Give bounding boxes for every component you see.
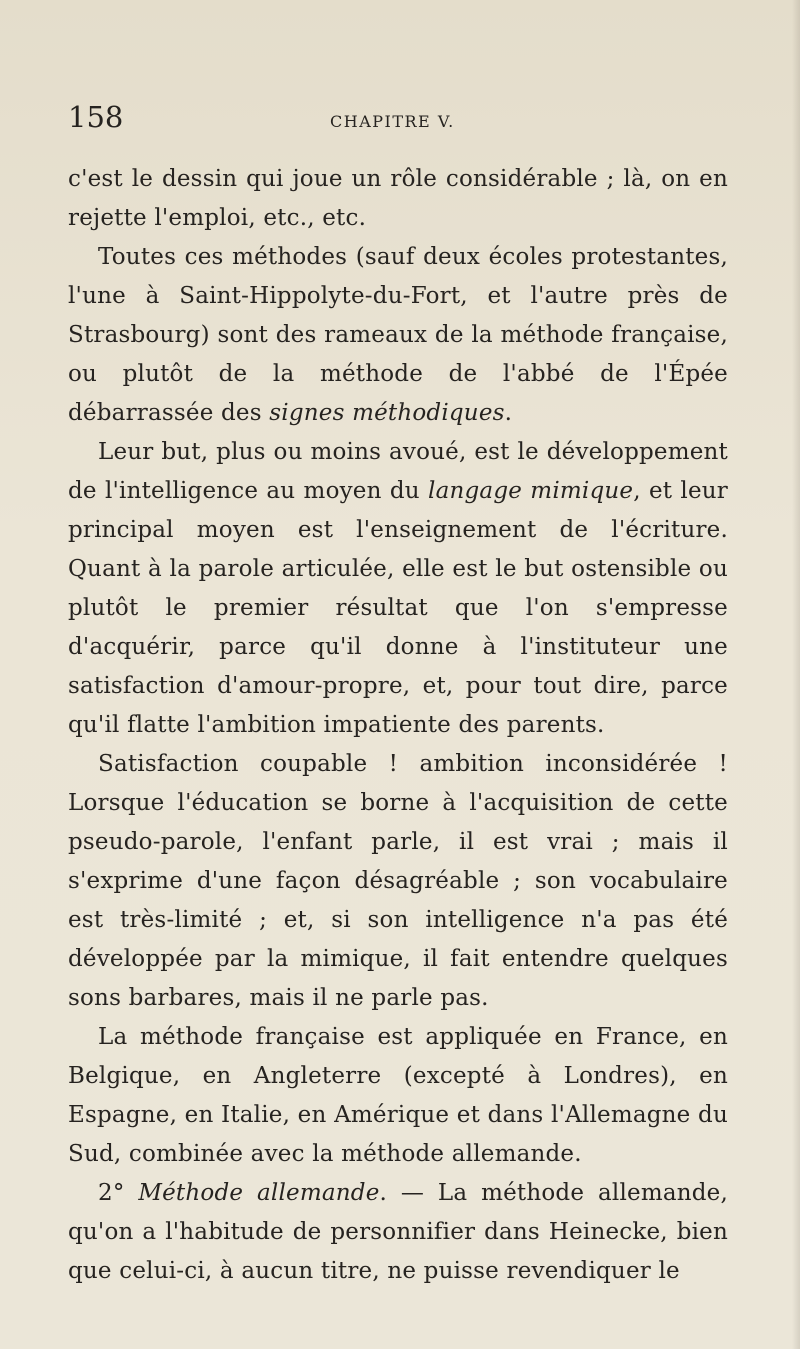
text-segment: Satisfaction coupable ! ambition inconsidérée ! Lorsque l'éducation se borne à l'acquisition de cette pseudo-parole, l'enfant parle, il est vrai ; mais il s'exprime d'une façon désagréable ; son vocabulaire est très-limité ; et, si son intelligence n'a pas été développée par la mimique, il fait entendre quelques sons barbares, mais il ne parle pas. (68, 751, 728, 1011)
page-header (68, 100, 728, 140)
paragraph-3 (68, 433, 728, 745)
text-segment: . — La méthode allemande, qu'on a l'habitude de personnifier dans Heinecke, bien que celui-ci, à aucun titre, ne puisse revendiquer le (68, 1180, 729, 1284)
paragraph-4 (68, 745, 728, 1018)
text-segment: c'est le dessin qui joue un rôle considérable ; là, on en rejette l'emploi, etc., etc. (68, 166, 728, 231)
text-segment: La méthode française est appliquée en France, en Belgique, en Angleterre (excepté à Londres), en Espagne, en Italie, en Amérique et dans l'Allemagne du Sud, combinée avec la méthode allemande. (68, 1024, 728, 1167)
body-text (68, 160, 728, 1291)
running-head: CHAPITRE V. (330, 112, 455, 131)
paragraph-2 (68, 238, 728, 433)
text-segment: Leur but, plus ou moins avoué, est le développement de l'intelligence au moyen du (68, 439, 728, 504)
italic-term: signes méthodiques (269, 400, 505, 426)
paragraph-6 (68, 1174, 728, 1291)
paragraph-1 (68, 160, 728, 238)
paragraph-5 (68, 1018, 728, 1174)
italic-term: langage mimique (428, 478, 634, 504)
section-number: 2° (98, 1180, 139, 1206)
section-title: Méthode allemande (138, 1180, 380, 1206)
text-segment: , et leur principal moyen est l'enseignement de l'écriture. Quant à la parole articulée, elle est le but ostensible ou plutôt le premier résultat que l'on s'empresse d'acquérir, parce qu'il donne à l'instituteur une satisfaction d'amour-propre, et, pour tout dire, parce qu'il flatte l'ambition impatiente des parents. (68, 478, 728, 738)
text-segment: Toutes ces méthodes (sauf deux écoles protestantes, l'une à Saint-Hippolyte-du-Fort, et l'autre près de Strasbourg) sont des rameaux de la méthode française, ou plutôt de la méthode de l'abbé de l'Épée débarrassée des (68, 244, 728, 426)
page-edge-shadow (792, 0, 800, 1349)
page-number: 158 (68, 100, 124, 134)
text-segment: . (504, 400, 513, 426)
